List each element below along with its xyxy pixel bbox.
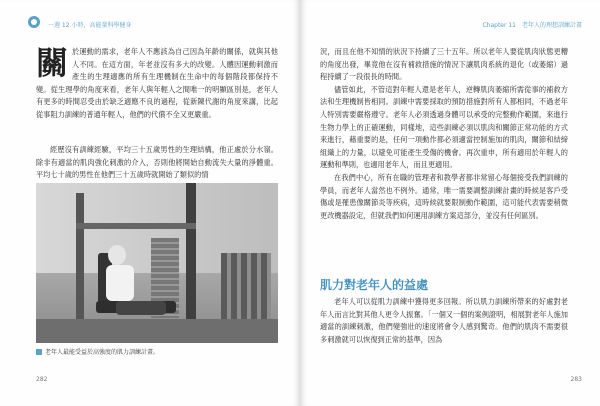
- caption-text: 老年人最能受益於高強度的肌力訓練計畫。: [45, 349, 160, 356]
- chapter-marker-icon: [28, 16, 40, 28]
- left-body-paragraph-1: [36, 46, 278, 122]
- right-body-text-2: [320, 296, 568, 346]
- right-para-2-text: 儘管如此，不管這對年輕人還是老年人，逆轉肌肉萎縮所需從事的補救方法和生理機制皆相同。訓練中需要採取的預防措施對所有人都相同，不過老年人特別需要嚴格遵守。老年人必須透過身體可以承受的完整動作範圍，來進行生物力學上的正確運動，同樣地，這些訓練必須以肌肉和關節正常功能的方式來進行，藉重要的是，任何一項動作都必須適當控制施加的肌肉，關節和結締組織上的力量，以避免可能產生受傷的機會。再次重申，所有適用於年輕人的運動和準則，也適用老年人，而且更適用。: [320, 84, 568, 170]
- right-para-3-text: 在我們中心，所有在職的管理者和教學者都非常留心每個接受我們訓練的學員，而老年人當然也不例外。通常，唯一需要調整訓練計畫的時候是客戶受傷或是罹患像關節炎等疾病，這時候就要限制動作範圍，這可能代表需要稍微更改機器設定，但就我們如何運用訓練方案這部分，並沒有任何區別。: [320, 172, 568, 220]
- photo-elderly-woman-on-machine: [36, 183, 278, 343]
- left-para-1-text: 於運動的需求，老年人不應該為自己因為年齡的關係，就與其他人不同。在這方面，年老並沒有多大的改變。人體因運動刺激而產生的生理適應的所有生理機制在生命中的每個階段都保持不變。從生理學的角度來看，老年人與年輕人之間唯一的明顯區別是，老年人有更多的時間忍受由於缺乏適應不良的過程，從新陳代謝的角度來講，比起從事阻力訓練的普通年輕人，他們的代償不全又更嚴重。: [36, 47, 278, 119]
- running-head-right: Chapter 11 老年人的理想訓練計畫: [482, 22, 582, 29]
- left-para-2-text: 經歷沒有訓練經驗，平均三十五歲男性的生理結構，他正處於分水嶺。除非有適當的肌肉強化刺激的介入，否則他將開始自動流失大量的淨體重。平均七十歲的男性在他們三十五歲時就開始了類似的情: [36, 145, 278, 180]
- photo-caption: [36, 347, 159, 356]
- section-heading: 肌力對老年人的益處: [320, 278, 429, 292]
- page-number-left: 282: [36, 376, 48, 383]
- right-page: [300, 0, 600, 406]
- drop-cap: 關: [36, 44, 69, 82]
- page-number-right: 283: [570, 376, 582, 383]
- right-para-4-text: 老年人可以從肌力訓練中獲得更多回報。所以肌力訓練所帶來的好處對老年人而言比對其他人更令人振奮。「一個又一個的案例證明，相展對老年人施加適當的訓練刺激，他們變強壯的速度將會令人感到驚奇。他們的肌肉不需要很多刺激就可以恢復到正常的基準，因為: [320, 297, 568, 344]
- left-body-paragraph-2: [36, 144, 278, 182]
- caption-marker-icon: [36, 349, 42, 355]
- right-body-text: [320, 46, 568, 222]
- right-para-1-text: 況，而且在他不知情的狀況下持續了三十五年。所以老年人要從肌肉狀態更糟的角度出發，畢竟他在沒有補救措施的情況下讓肌肉系統的退化（或萎縮）過程持續了一段很長的時間。: [320, 47, 568, 82]
- running-head-left: 一週 12 小時，高能量科學健身: [48, 22, 132, 29]
